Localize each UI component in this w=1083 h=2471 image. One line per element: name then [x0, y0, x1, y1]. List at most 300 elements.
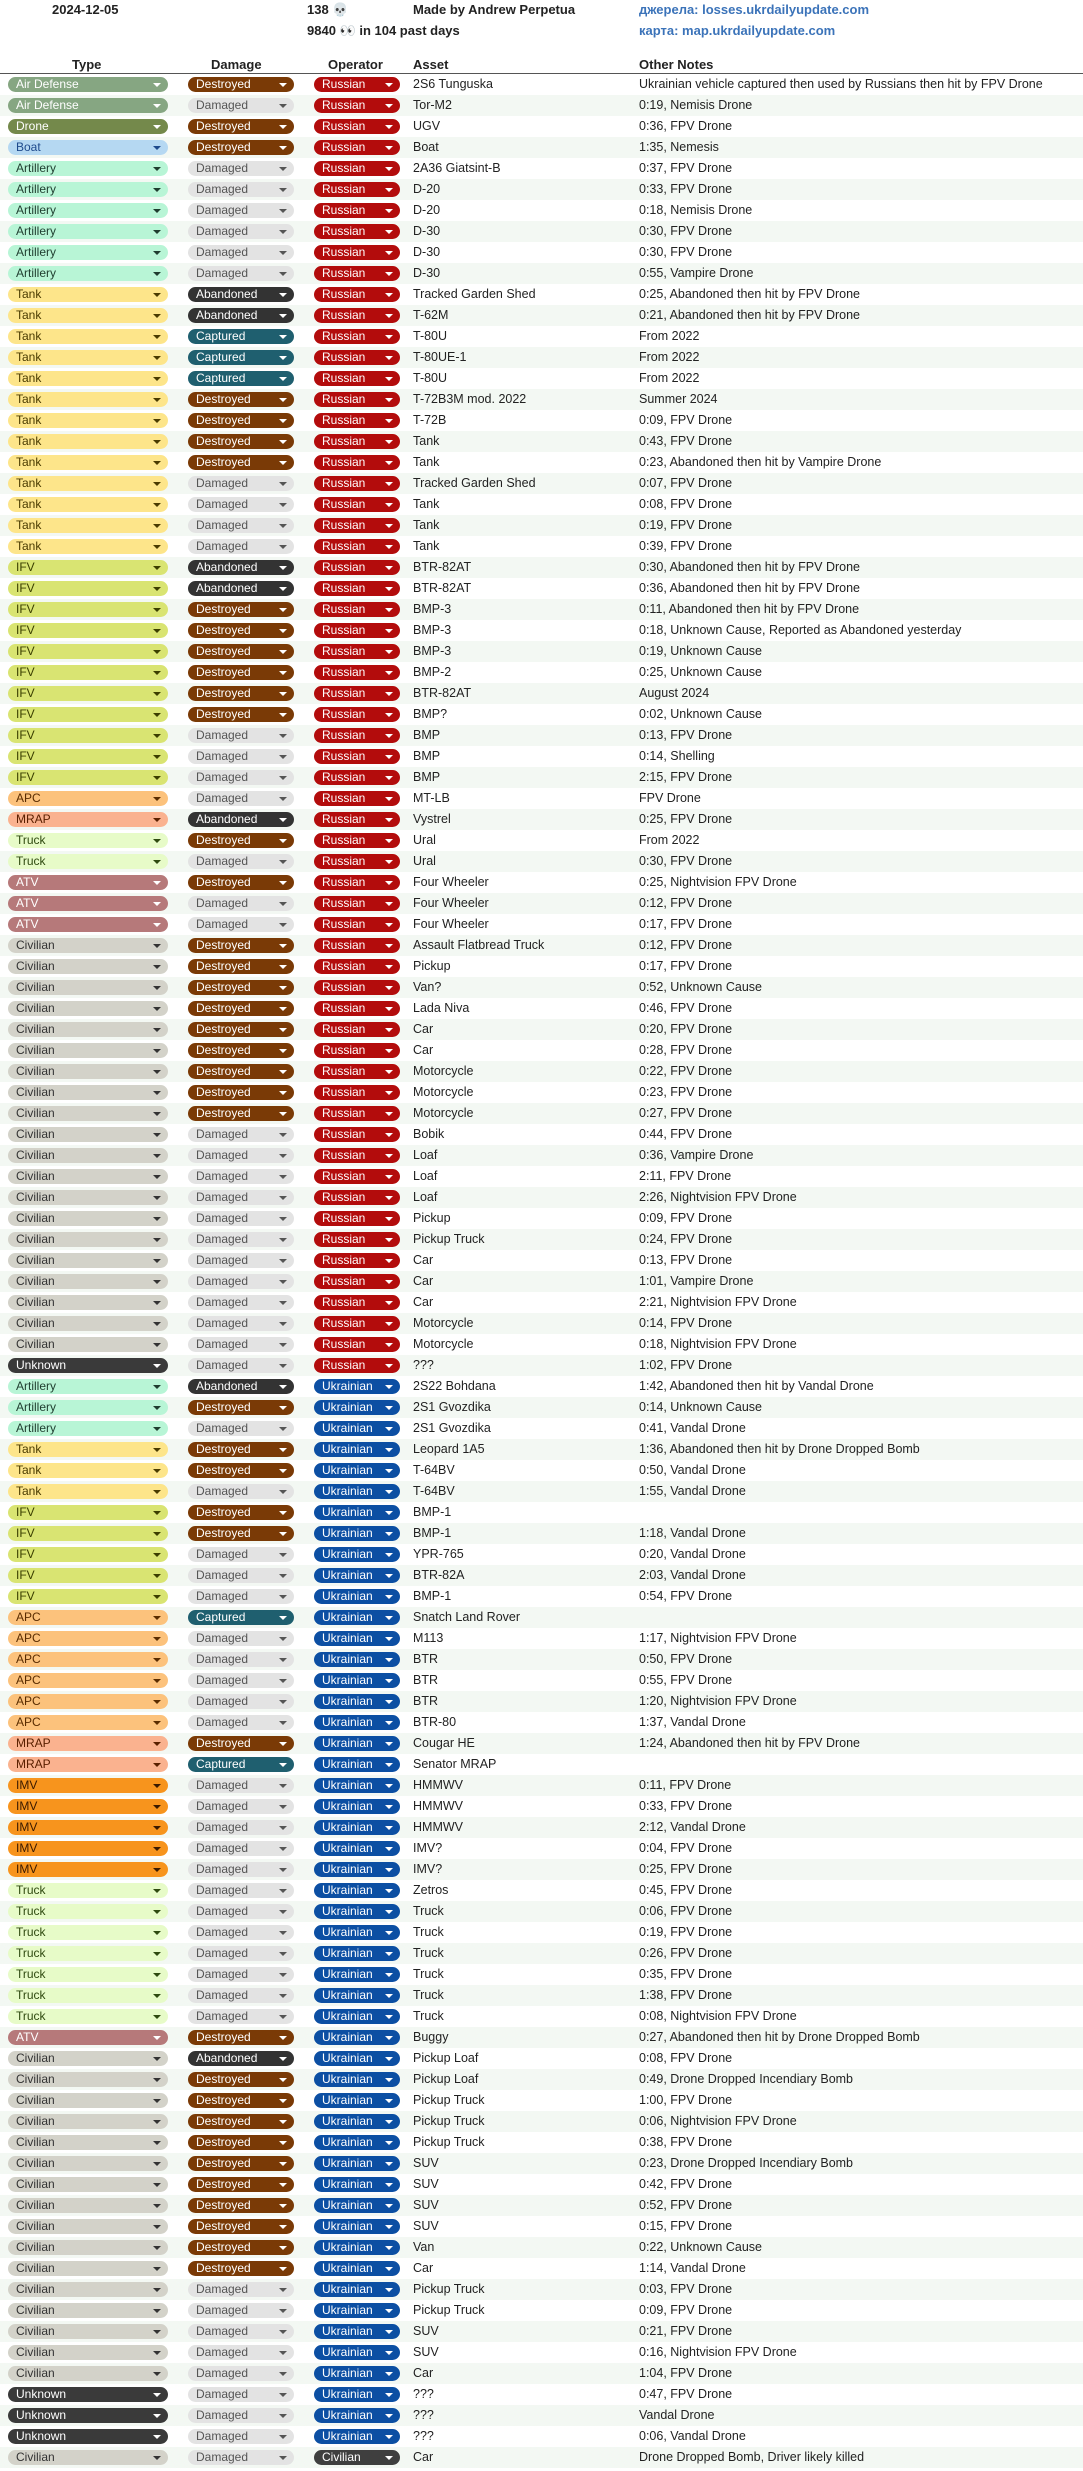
operator-select[interactable] — [314, 329, 400, 344]
operator-select[interactable] — [314, 1085, 400, 1100]
damage-select[interactable] — [188, 287, 294, 302]
type-select[interactable] — [8, 308, 168, 323]
damage-select[interactable] — [188, 1694, 294, 1709]
damage-select[interactable] — [188, 2387, 294, 2402]
type-select[interactable] — [8, 1778, 168, 1793]
type-select[interactable] — [8, 497, 168, 512]
type-select[interactable] — [8, 1421, 168, 1436]
damage-select[interactable] — [188, 2345, 294, 2360]
type-select[interactable] — [8, 1631, 168, 1646]
type-select[interactable] — [8, 1211, 168, 1226]
type-select[interactable] — [8, 875, 168, 890]
damage-select[interactable] — [188, 539, 294, 554]
operator-select[interactable] — [314, 203, 400, 218]
type-select[interactable] — [8, 2345, 168, 2360]
operator-select[interactable] — [314, 1757, 400, 1772]
damage-select[interactable] — [188, 329, 294, 344]
operator-select[interactable] — [314, 2198, 400, 2213]
type-select[interactable] — [8, 224, 168, 239]
type-select[interactable] — [8, 1127, 168, 1142]
column-header-asset[interactable]: Asset — [413, 57, 449, 72]
operator-select[interactable] — [314, 2009, 400, 2024]
damage-select[interactable] — [188, 119, 294, 134]
type-select[interactable] — [8, 770, 168, 785]
operator-select[interactable] — [314, 749, 400, 764]
operator-select[interactable] — [314, 1841, 400, 1856]
type-select[interactable] — [8, 1232, 168, 1247]
type-select[interactable] — [8, 1547, 168, 1562]
operator-select[interactable] — [314, 455, 400, 470]
operator-select[interactable] — [314, 686, 400, 701]
damage-select[interactable] — [188, 1568, 294, 1583]
operator-select[interactable] — [314, 539, 400, 554]
type-select[interactable] — [8, 1589, 168, 1604]
operator-select[interactable] — [314, 1904, 400, 1919]
type-select[interactable] — [8, 98, 168, 113]
type-select[interactable] — [8, 2072, 168, 2087]
damage-select[interactable] — [188, 1946, 294, 1961]
operator-select[interactable] — [314, 2051, 400, 2066]
operator-select[interactable] — [314, 1505, 400, 1520]
type-select[interactable] — [8, 2324, 168, 2339]
type-select[interactable] — [8, 2261, 168, 2276]
type-select[interactable] — [8, 329, 168, 344]
damage-select[interactable] — [188, 1589, 294, 1604]
damage-select[interactable] — [188, 644, 294, 659]
operator-select[interactable] — [314, 833, 400, 848]
damage-select[interactable] — [188, 308, 294, 323]
operator-select[interactable] — [314, 1022, 400, 1037]
damage-select[interactable] — [188, 161, 294, 176]
type-select[interactable] — [8, 686, 168, 701]
type-select[interactable] — [8, 2450, 168, 2465]
damage-select[interactable] — [188, 1064, 294, 1079]
damage-select[interactable] — [188, 1631, 294, 1646]
operator-select[interactable] — [314, 1211, 400, 1226]
type-select[interactable] — [8, 2135, 168, 2150]
type-select[interactable] — [8, 1316, 168, 1331]
damage-select[interactable] — [188, 686, 294, 701]
type-select[interactable] — [8, 203, 168, 218]
type-select[interactable] — [8, 392, 168, 407]
operator-select[interactable] — [314, 770, 400, 785]
type-select[interactable] — [8, 1253, 168, 1268]
damage-select[interactable] — [188, 875, 294, 890]
operator-select[interactable] — [314, 1379, 400, 1394]
operator-select[interactable] — [314, 1442, 400, 1457]
operator-select[interactable] — [314, 1043, 400, 1058]
type-select[interactable] — [8, 1946, 168, 1961]
damage-select[interactable] — [188, 1400, 294, 1415]
type-select[interactable] — [8, 2282, 168, 2297]
operator-select[interactable] — [314, 119, 400, 134]
operator-select[interactable] — [314, 2177, 400, 2192]
sources-link[interactable]: джерела: losses.ukrdailyupdate.com — [639, 2, 870, 17]
operator-select[interactable] — [314, 980, 400, 995]
operator-select[interactable] — [314, 791, 400, 806]
operator-select[interactable] — [314, 2324, 400, 2339]
type-select[interactable] — [8, 980, 168, 995]
damage-select[interactable] — [188, 728, 294, 743]
damage-select[interactable] — [188, 455, 294, 470]
operator-select[interactable] — [314, 707, 400, 722]
damage-select[interactable] — [188, 1673, 294, 1688]
type-select[interactable] — [8, 1526, 168, 1541]
damage-select[interactable] — [188, 140, 294, 155]
operator-select[interactable] — [314, 1967, 400, 1982]
type-select[interactable] — [8, 2303, 168, 2318]
operator-select[interactable] — [314, 1463, 400, 1478]
type-select[interactable] — [8, 1043, 168, 1058]
operator-select[interactable] — [314, 728, 400, 743]
operator-select[interactable] — [314, 1988, 400, 2003]
damage-select[interactable] — [188, 1253, 294, 1268]
operator-select[interactable] — [314, 1568, 400, 1583]
damage-select[interactable] — [188, 434, 294, 449]
damage-select[interactable] — [188, 1484, 294, 1499]
damage-select[interactable] — [188, 2408, 294, 2423]
damage-select[interactable] — [188, 1841, 294, 1856]
damage-select[interactable] — [188, 2135, 294, 2150]
operator-select[interactable] — [314, 2114, 400, 2129]
operator-select[interactable] — [314, 1127, 400, 1142]
damage-select[interactable] — [188, 812, 294, 827]
type-select[interactable] — [8, 119, 168, 134]
damage-select[interactable] — [188, 2177, 294, 2192]
type-select[interactable] — [8, 560, 168, 575]
operator-select[interactable] — [314, 1295, 400, 1310]
operator-select[interactable] — [314, 413, 400, 428]
operator-select[interactable] — [314, 98, 400, 113]
damage-select[interactable] — [188, 581, 294, 596]
type-select[interactable] — [8, 1295, 168, 1310]
damage-select[interactable] — [188, 245, 294, 260]
operator-select[interactable] — [314, 1274, 400, 1289]
column-header-damage[interactable]: Damage — [211, 57, 262, 72]
damage-select[interactable] — [188, 350, 294, 365]
type-select[interactable] — [8, 1358, 168, 1373]
type-select[interactable] — [8, 1463, 168, 1478]
operator-select[interactable] — [314, 161, 400, 176]
operator-select[interactable] — [314, 2429, 400, 2444]
type-select[interactable] — [8, 1967, 168, 1982]
operator-select[interactable] — [314, 1883, 400, 1898]
operator-select[interactable] — [314, 308, 400, 323]
type-select[interactable] — [8, 665, 168, 680]
type-select[interactable] — [8, 77, 168, 92]
type-select[interactable] — [8, 623, 168, 638]
operator-select[interactable] — [314, 2072, 400, 2087]
type-select[interactable] — [8, 2051, 168, 2066]
damage-select[interactable] — [188, 2261, 294, 2276]
type-select[interactable] — [8, 2030, 168, 2045]
type-select[interactable] — [8, 728, 168, 743]
damage-select[interactable] — [188, 203, 294, 218]
type-select[interactable] — [8, 2408, 168, 2423]
operator-select[interactable] — [314, 1526, 400, 1541]
operator-select[interactable] — [314, 287, 400, 302]
type-select[interactable] — [8, 602, 168, 617]
damage-select[interactable] — [188, 1505, 294, 1520]
operator-select[interactable] — [314, 392, 400, 407]
damage-select[interactable] — [188, 2450, 294, 2465]
damage-select[interactable] — [188, 707, 294, 722]
type-select[interactable] — [8, 2366, 168, 2381]
type-select[interactable] — [8, 2093, 168, 2108]
damage-select[interactable] — [188, 1442, 294, 1457]
damage-select[interactable] — [188, 413, 294, 428]
damage-select[interactable] — [188, 1547, 294, 1562]
damage-select[interactable] — [188, 1757, 294, 1772]
type-select[interactable] — [8, 1106, 168, 1121]
damage-select[interactable] — [188, 2030, 294, 2045]
damage-select[interactable] — [188, 1148, 294, 1163]
type-select[interactable] — [8, 1820, 168, 1835]
operator-select[interactable] — [314, 2366, 400, 2381]
type-select[interactable] — [8, 1715, 168, 1730]
damage-select[interactable] — [188, 1967, 294, 1982]
damage-select[interactable] — [188, 224, 294, 239]
type-select[interactable] — [8, 749, 168, 764]
type-select[interactable] — [8, 1484, 168, 1499]
damage-select[interactable] — [188, 560, 294, 575]
type-select[interactable] — [8, 2219, 168, 2234]
damage-select[interactable] — [188, 602, 294, 617]
operator-select[interactable] — [314, 560, 400, 575]
operator-select[interactable] — [314, 1190, 400, 1205]
damage-select[interactable] — [188, 1862, 294, 1877]
type-select[interactable] — [8, 1904, 168, 1919]
type-select[interactable] — [8, 287, 168, 302]
operator-select[interactable] — [314, 812, 400, 827]
type-select[interactable] — [8, 2240, 168, 2255]
operator-select[interactable] — [314, 1169, 400, 1184]
operator-select[interactable] — [314, 350, 400, 365]
type-select[interactable] — [8, 1862, 168, 1877]
damage-select[interactable] — [188, 623, 294, 638]
damage-select[interactable] — [188, 1358, 294, 1373]
type-select[interactable] — [8, 1799, 168, 1814]
damage-select[interactable] — [188, 1022, 294, 1037]
damage-select[interactable] — [188, 665, 294, 680]
type-select[interactable] — [8, 1064, 168, 1079]
operator-select[interactable] — [314, 623, 400, 638]
operator-select[interactable] — [314, 371, 400, 386]
type-select[interactable] — [8, 476, 168, 491]
type-select[interactable] — [8, 812, 168, 827]
operator-select[interactable] — [314, 1589, 400, 1604]
damage-select[interactable] — [188, 1211, 294, 1226]
damage-select[interactable] — [188, 1316, 294, 1331]
operator-select[interactable] — [314, 1106, 400, 1121]
damage-select[interactable] — [188, 2051, 294, 2066]
type-select[interactable] — [8, 1652, 168, 1667]
damage-select[interactable] — [188, 980, 294, 995]
operator-select[interactable] — [314, 2450, 400, 2465]
damage-select[interactable] — [188, 392, 294, 407]
damage-select[interactable] — [188, 1421, 294, 1436]
column-header-notes[interactable]: Other Notes — [639, 57, 714, 72]
type-select[interactable] — [8, 1148, 168, 1163]
operator-select[interactable] — [314, 1862, 400, 1877]
damage-select[interactable] — [188, 2198, 294, 2213]
operator-select[interactable] — [314, 1736, 400, 1751]
type-select[interactable] — [8, 413, 168, 428]
damage-select[interactable] — [188, 1904, 294, 1919]
damage-select[interactable] — [188, 1043, 294, 1058]
damage-select[interactable] — [188, 2324, 294, 2339]
type-select[interactable] — [8, 917, 168, 932]
type-select[interactable] — [8, 182, 168, 197]
damage-select[interactable] — [188, 1652, 294, 1667]
operator-select[interactable] — [314, 1547, 400, 1562]
type-select[interactable] — [8, 518, 168, 533]
type-select[interactable] — [8, 959, 168, 974]
type-select[interactable] — [8, 1925, 168, 1940]
damage-select[interactable] — [188, 749, 294, 764]
operator-select[interactable] — [314, 1820, 400, 1835]
type-select[interactable] — [8, 2009, 168, 2024]
type-select[interactable] — [8, 1883, 168, 1898]
operator-select[interactable] — [314, 1694, 400, 1709]
type-select[interactable] — [8, 1169, 168, 1184]
operator-select[interactable] — [314, 854, 400, 869]
damage-select[interactable] — [188, 2156, 294, 2171]
damage-select[interactable] — [188, 476, 294, 491]
operator-select[interactable] — [314, 1925, 400, 1940]
operator-select[interactable] — [314, 1001, 400, 1016]
type-select[interactable] — [8, 791, 168, 806]
type-select[interactable] — [8, 2114, 168, 2129]
operator-select[interactable] — [314, 1148, 400, 1163]
operator-select[interactable] — [314, 1778, 400, 1793]
type-select[interactable] — [8, 1337, 168, 1352]
type-select[interactable] — [8, 938, 168, 953]
damage-select[interactable] — [188, 2303, 294, 2318]
damage-select[interactable] — [188, 1169, 294, 1184]
operator-select[interactable] — [314, 2135, 400, 2150]
damage-select[interactable] — [188, 2429, 294, 2444]
column-header-type[interactable]: Type — [72, 57, 102, 72]
operator-select[interactable] — [314, 1337, 400, 1352]
operator-select[interactable] — [314, 665, 400, 680]
operator-select[interactable] — [314, 518, 400, 533]
type-select[interactable] — [8, 833, 168, 848]
damage-select[interactable] — [188, 1778, 294, 1793]
damage-select[interactable] — [188, 1379, 294, 1394]
type-select[interactable] — [8, 434, 168, 449]
operator-select[interactable] — [314, 1253, 400, 1268]
type-select[interactable] — [8, 2177, 168, 2192]
type-select[interactable] — [8, 1379, 168, 1394]
damage-select[interactable] — [188, 1127, 294, 1142]
damage-select[interactable] — [188, 854, 294, 869]
damage-select[interactable] — [188, 1085, 294, 1100]
damage-select[interactable] — [188, 1820, 294, 1835]
operator-select[interactable] — [314, 476, 400, 491]
operator-select[interactable] — [314, 140, 400, 155]
damage-select[interactable] — [188, 1736, 294, 1751]
operator-select[interactable] — [314, 1631, 400, 1646]
operator-select[interactable] — [314, 497, 400, 512]
type-select[interactable] — [8, 707, 168, 722]
operator-select[interactable] — [314, 917, 400, 932]
damage-select[interactable] — [188, 2009, 294, 2024]
operator-select[interactable] — [314, 1064, 400, 1079]
damage-select[interactable] — [188, 98, 294, 113]
type-select[interactable] — [8, 581, 168, 596]
damage-select[interactable] — [188, 1610, 294, 1625]
damage-select[interactable] — [188, 1799, 294, 1814]
damage-select[interactable] — [188, 266, 294, 281]
type-select[interactable] — [8, 1190, 168, 1205]
operator-select[interactable] — [314, 959, 400, 974]
type-select[interactable] — [8, 1841, 168, 1856]
damage-select[interactable] — [188, 1337, 294, 1352]
damage-select[interactable] — [188, 1274, 294, 1289]
type-select[interactable] — [8, 350, 168, 365]
type-select[interactable] — [8, 1610, 168, 1625]
operator-select[interactable] — [314, 2408, 400, 2423]
damage-select[interactable] — [188, 1526, 294, 1541]
operator-select[interactable] — [314, 1484, 400, 1499]
damage-select[interactable] — [188, 2093, 294, 2108]
type-select[interactable] — [8, 1757, 168, 1772]
damage-select[interactable] — [188, 2072, 294, 2087]
operator-select[interactable] — [314, 2303, 400, 2318]
type-select[interactable] — [8, 1736, 168, 1751]
operator-select[interactable] — [314, 1799, 400, 1814]
operator-select[interactable] — [314, 1673, 400, 1688]
map-link[interactable]: карта: map.ukrdailyupdate.com — [639, 23, 836, 38]
type-select[interactable] — [8, 1400, 168, 1415]
operator-select[interactable] — [314, 77, 400, 92]
type-select[interactable] — [8, 1673, 168, 1688]
type-select[interactable] — [8, 2387, 168, 2402]
operator-select[interactable] — [314, 644, 400, 659]
operator-select[interactable] — [314, 1232, 400, 1247]
operator-select[interactable] — [314, 1316, 400, 1331]
damage-select[interactable] — [188, 2219, 294, 2234]
operator-select[interactable] — [314, 2345, 400, 2360]
operator-select[interactable] — [314, 581, 400, 596]
type-select[interactable] — [8, 1568, 168, 1583]
operator-select[interactable] — [314, 2261, 400, 2276]
operator-select[interactable] — [314, 2219, 400, 2234]
type-select[interactable] — [8, 1694, 168, 1709]
damage-select[interactable] — [188, 371, 294, 386]
type-select[interactable] — [8, 1001, 168, 1016]
damage-select[interactable] — [188, 2240, 294, 2255]
damage-select[interactable] — [188, 77, 294, 92]
type-select[interactable] — [8, 140, 168, 155]
damage-select[interactable] — [188, 917, 294, 932]
column-header-operator[interactable]: Operator — [328, 57, 383, 72]
operator-select[interactable] — [314, 938, 400, 953]
operator-select[interactable] — [314, 1358, 400, 1373]
type-select[interactable] — [8, 1022, 168, 1037]
operator-select[interactable] — [314, 182, 400, 197]
damage-select[interactable] — [188, 1463, 294, 1478]
damage-select[interactable] — [188, 182, 294, 197]
damage-select[interactable] — [188, 2366, 294, 2381]
operator-select[interactable] — [314, 2156, 400, 2171]
damage-select[interactable] — [188, 1715, 294, 1730]
type-select[interactable] — [8, 455, 168, 470]
type-select[interactable] — [8, 245, 168, 260]
operator-select[interactable] — [314, 2240, 400, 2255]
damage-select[interactable] — [188, 1232, 294, 1247]
